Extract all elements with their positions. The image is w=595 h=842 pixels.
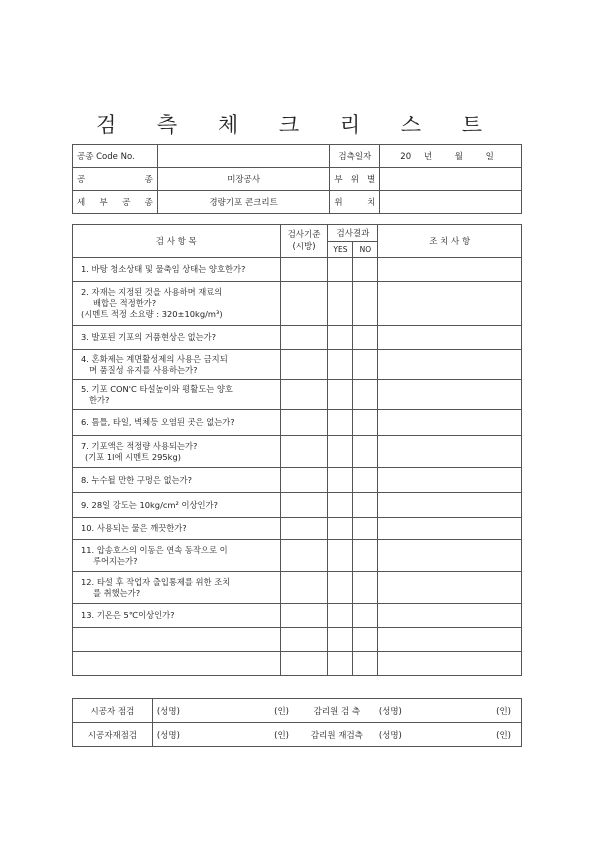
check-item (73, 572, 281, 604)
name-placeholder: (성명) (378, 730, 402, 741)
item-text: 4. 혼화제는 계면활성제의 사용은 금지되 (81, 353, 228, 364)
no-cell[interactable] (353, 540, 378, 572)
yes-cell[interactable] (328, 282, 353, 326)
action-cell[interactable] (378, 652, 522, 676)
item-text: 5. 기포 CON'C 타설높이와 평활도는 양호 (81, 383, 233, 394)
yes-cell[interactable] (328, 350, 353, 380)
item-text: 3. 발포된 기포의 거품현상은 없는가? (81, 332, 217, 342)
check-item-empty[interactable] (73, 652, 281, 676)
no-cell[interactable] (353, 493, 378, 518)
location-label: 부 위 별 (330, 168, 380, 191)
action-cell[interactable] (378, 410, 522, 436)
code-label: 공종 Code No. (73, 145, 158, 168)
item-text: 1. 바탕 청소상태 및 물축임 상태는 양호한가? (81, 264, 246, 274)
yes-cell[interactable] (328, 258, 353, 282)
header-no: NO (353, 242, 378, 258)
signature-table (72, 698, 522, 747)
criteria-cell[interactable] (280, 468, 328, 493)
inspect-date-value[interactable] (380, 145, 522, 168)
contractor-check-label: 시공자 점검 (73, 699, 153, 723)
no-cell[interactable] (353, 604, 378, 628)
work-value[interactable]: 미장공사 (157, 168, 330, 191)
inspect-date-label: 검측일자 (330, 145, 380, 168)
action-cell[interactable] (378, 350, 522, 380)
check-item (73, 380, 281, 410)
action-cell[interactable] (378, 518, 522, 540)
date-year: 20 (400, 152, 412, 162)
no-cell[interactable] (353, 326, 378, 350)
criteria-cell[interactable] (280, 652, 328, 676)
check-item (73, 468, 281, 493)
no-cell[interactable] (353, 410, 378, 436)
criteria-cell[interactable] (280, 350, 328, 380)
action-cell[interactable] (378, 380, 522, 410)
yes-cell[interactable] (328, 518, 353, 540)
seal-placeholder: (인) (496, 731, 511, 741)
yes-cell[interactable] (328, 410, 353, 436)
action-cell[interactable] (378, 436, 522, 468)
item-text: 12. 타설 후 작업자 출입통제를 위한 조치 (81, 576, 231, 587)
criteria-cell[interactable] (280, 326, 328, 350)
criteria-cell[interactable] (280, 572, 328, 604)
supervisor-recheck-name-field[interactable] (375, 723, 522, 747)
item-text: 6. 틈틀, 타일, 벽체등 오염된 곳은 없는가? (81, 417, 235, 427)
position-label: 위 치 (330, 191, 380, 214)
header-yes: YES (328, 242, 353, 258)
date-day-unit: 일 (485, 152, 494, 162)
check-item (73, 326, 281, 350)
criteria-cell[interactable] (280, 518, 328, 540)
contractor-recheck-label: 시공자재점검 (73, 723, 153, 747)
yes-cell[interactable] (328, 468, 353, 493)
check-item (73, 282, 281, 326)
no-cell[interactable] (353, 518, 378, 540)
criteria-cell[interactable] (280, 540, 328, 572)
criteria-cell[interactable] (280, 380, 328, 410)
yes-cell[interactable] (328, 380, 353, 410)
name-placeholder: (성명) (156, 706, 180, 717)
action-cell[interactable] (378, 604, 522, 628)
supervisor-recheck-label: 감리원 재검측 (299, 723, 375, 747)
no-cell[interactable] (353, 350, 378, 380)
page-title: 검 측 체 크 리 스 트 (95, 113, 500, 137)
check-item (73, 493, 281, 518)
no-cell[interactable] (353, 468, 378, 493)
action-cell[interactable] (378, 572, 522, 604)
item-text: 2. 자재는 지정된 것을 사용하며 재료의 (81, 287, 223, 297)
position-value[interactable] (380, 191, 522, 214)
no-cell[interactable] (353, 282, 378, 326)
sub-work-label: 세 부 공 종 (73, 191, 158, 214)
item-text-cont: 를 취했는가? (93, 587, 141, 598)
header-action: 조 치 사 항 (378, 225, 522, 258)
item-text: 10. 사용되는 물은 깨끗한가? (81, 523, 187, 533)
contractor-recheck-name-field[interactable] (152, 723, 299, 747)
header-criteria-title: 검사기준 (287, 230, 321, 240)
seal-placeholder: (인) (274, 731, 289, 741)
item-text: 13. 기온은 5℃이상인가? (81, 610, 175, 620)
yes-cell[interactable] (328, 572, 353, 604)
name-placeholder: (성명) (378, 706, 402, 717)
item-text-cont: 루어지는가? (93, 555, 138, 566)
yes-cell[interactable] (328, 652, 353, 676)
date-year-unit: 년 (423, 152, 433, 162)
item-text: 7. 기포액은 적정량 사용되는가? (81, 440, 198, 451)
yes-cell[interactable] (328, 436, 353, 468)
info-table (72, 144, 522, 214)
no-cell[interactable] (353, 258, 378, 282)
criteria-cell[interactable] (280, 436, 328, 468)
action-cell[interactable] (378, 493, 522, 518)
check-item (73, 258, 281, 282)
work-label: 공 종 (73, 168, 158, 191)
yes-cell[interactable] (328, 540, 353, 572)
no-cell[interactable] (353, 572, 378, 604)
criteria-cell[interactable] (280, 258, 328, 282)
name-placeholder: (성명) (156, 730, 180, 741)
supervisor-name-field[interactable] (375, 699, 522, 723)
contractor-name-field[interactable] (152, 699, 299, 723)
check-item (73, 604, 281, 628)
no-cell[interactable] (353, 628, 378, 652)
criteria-cell[interactable] (280, 493, 328, 518)
date-month-unit: 월 (454, 152, 463, 162)
no-cell[interactable] (353, 380, 378, 410)
action-cell[interactable] (378, 258, 522, 282)
check-item (73, 350, 281, 380)
sub-work-value[interactable]: 경량기포 콘크리트 (157, 191, 330, 214)
check-item (73, 518, 281, 540)
item-text: 9. 28일 강도는 10kg/cm² 이상인가? (81, 499, 218, 510)
action-cell[interactable] (378, 540, 522, 572)
no-cell[interactable] (353, 652, 378, 676)
yes-cell[interactable] (328, 493, 353, 518)
yes-cell[interactable] (328, 628, 353, 652)
yes-cell[interactable] (328, 326, 353, 350)
header-items: 검 사 항 목 (73, 225, 281, 258)
header-criteria-sub: (시방) (292, 242, 316, 252)
criteria-cell[interactable] (280, 410, 328, 436)
seal-placeholder: (인) (274, 707, 289, 717)
header-result: 검사결과 (328, 225, 378, 242)
check-item (73, 540, 281, 572)
yes-cell[interactable] (328, 604, 353, 628)
seal-placeholder: (인) (496, 707, 511, 717)
item-note: (시멘트 적정 소요량 : 320±10kg/m³) (81, 309, 223, 319)
criteria-cell[interactable] (280, 604, 328, 628)
checklist-table (72, 224, 522, 676)
code-value[interactable] (157, 145, 330, 168)
location-value[interactable] (380, 168, 522, 191)
item-text-cont: 며 품질성 유지를 사용하는가? (89, 364, 198, 375)
item-text: 11. 압송호스의 이동은 연속 동작으로 이 (81, 544, 228, 555)
item-note: (기포 1l에 시멘트 295kg) (85, 451, 181, 462)
action-cell[interactable] (378, 282, 522, 326)
check-item (73, 436, 281, 468)
check-item (73, 410, 281, 436)
criteria-cell[interactable] (280, 282, 328, 326)
header-criteria (280, 225, 328, 258)
supervisor-check-label: 감리원 검 측 (299, 699, 375, 723)
item-text-cont: 배합은 적정한가? (93, 298, 157, 308)
item-text-cont: 한가? (89, 394, 110, 405)
action-cell[interactable] (378, 326, 522, 350)
item-text: 8. 누수될 만한 구멍은 없는가? (81, 474, 193, 485)
no-cell[interactable] (353, 436, 378, 468)
check-item-empty[interactable] (73, 628, 281, 652)
criteria-cell[interactable] (280, 628, 328, 652)
action-cell[interactable] (378, 468, 522, 493)
action-cell[interactable] (378, 628, 522, 652)
